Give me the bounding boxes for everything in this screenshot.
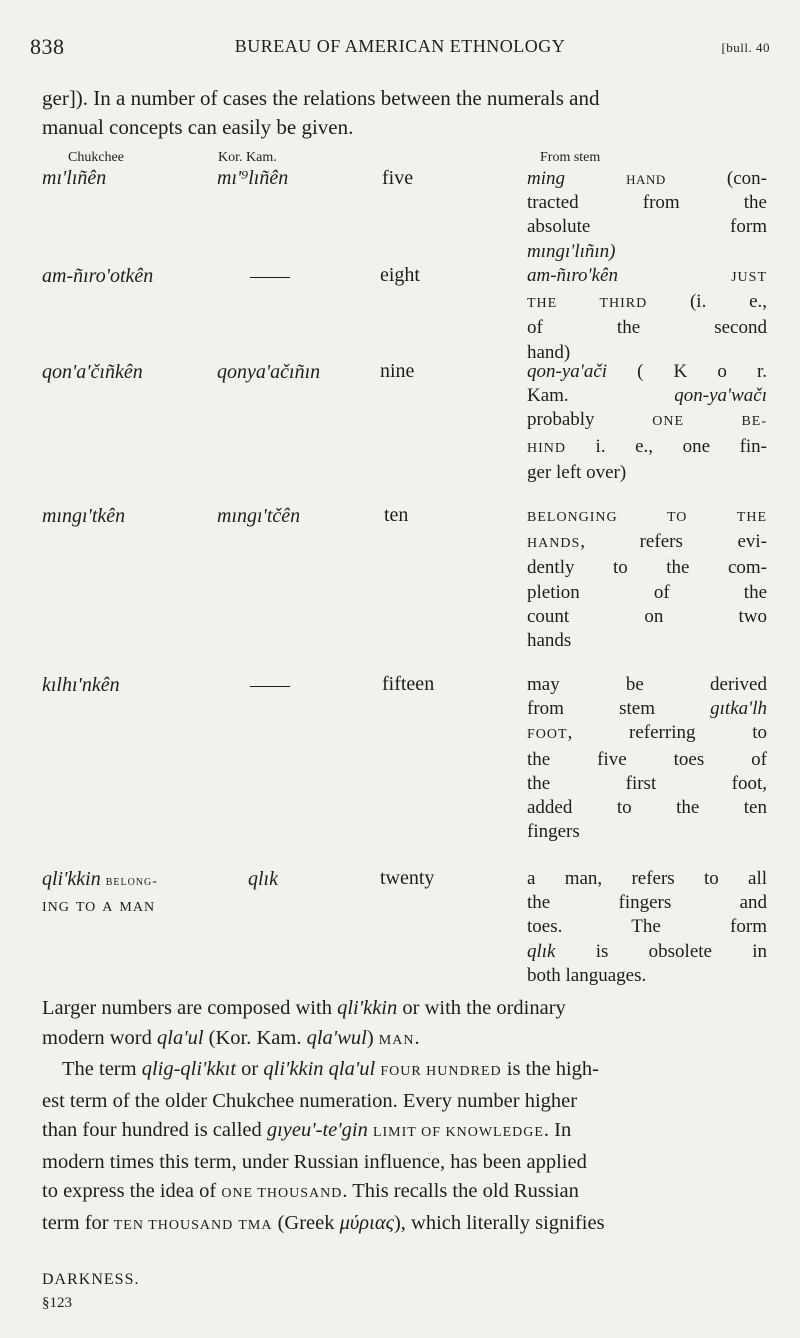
paragraph-line: than four hundred is called gıyeu'-te'gin LIMIT OF KNOWLEDGE. In <box>42 1119 572 1141</box>
stem-note: am-ñıro'kên JUST THE THIRD (i. e., of the second hand) <box>527 265 768 363</box>
chukchee-term: qon'a'čıñkên <box>42 361 143 383</box>
chukchee-term: am-ñıro'otkên <box>42 265 154 287</box>
english-numeral: nine <box>380 360 415 382</box>
chukchee-gloss: ing to a man <box>42 894 156 916</box>
paragraph-line: modern times this term, under Russian influence, has been applied <box>42 1150 587 1173</box>
english-numeral: five <box>382 167 414 189</box>
column-header-chukchee: Chukchee <box>68 150 124 165</box>
stem-note: ming hand (con- tracted from the absolute form mıngı'lıñın) <box>527 168 767 262</box>
stem-note: qon-ya'ači ( K o r. Kam. qon-ya'wačı probably ONE BE- HIND i. e., one fin- ger left over) <box>527 361 767 483</box>
running-header <box>30 34 770 64</box>
column-header-stem: From stem <box>540 150 601 165</box>
english-numeral: fifteen <box>382 673 435 695</box>
chukchee-term: mıngı'tkên <box>42 505 126 527</box>
paragraph-line: to express the idea of ONE THOUSAND. This recalls the old Russian <box>42 1180 579 1202</box>
chukchee-term: qli'kkin <box>42 868 101 890</box>
running-title: BUREAU OF AMERICAN ETHNOLOGY <box>234 36 566 56</box>
stem-note: a man, refers to all the fingers and toes. The form qlık is obsolete in both languages. <box>527 868 767 986</box>
koryak-term: —— <box>250 265 290 287</box>
chukchee-term-with-gloss <box>42 867 158 894</box>
paragraph-line: Larger numbers are composed with qli'kkin or with the ordinary <box>42 997 566 1019</box>
paragraph-line: The term qlig-qli'kkıt or qli'kkin qla'ul FOUR HUNDRED is the high- <box>62 1058 599 1080</box>
koryak-term: qonya'ačıñın <box>217 361 321 383</box>
chukchee-gloss: belong- <box>105 874 158 889</box>
koryak-term: mı'⁹lıñên <box>217 167 289 189</box>
koryak-term: —— <box>250 674 290 696</box>
intro-line-1: ger]). In a number of cases the relations between the numerals and <box>42 86 600 110</box>
paragraph-line: term for TEN THOUSAND TMA (Greek μύριας), which literally signifies <box>42 1211 605 1234</box>
carryover-word: DARKNESS. <box>42 1271 140 1288</box>
intro-line-2: manual concepts can easily be given. <box>42 115 354 139</box>
stem-note: may be derived from stem gıtka'lh FOOT, referring to the five toes of the first foot, added to the ten fingers <box>527 674 767 843</box>
column-header-koryak: Kor. Kam. <box>218 150 277 165</box>
english-numeral: twenty <box>380 867 435 889</box>
chukchee-term: mı'lıñên <box>42 167 107 189</box>
stem-note: BELONGING TO THE HANDS, refers evi- dently to the com- pletion of the count on two hands <box>527 510 767 652</box>
koryak-term: qlık <box>248 868 278 890</box>
page-number: 838 <box>30 34 65 59</box>
chukchee-term: kılhı'nkên <box>42 674 120 696</box>
paragraph-line: est term of the older Chukchee numeration. Every number higher <box>42 1089 578 1112</box>
bulletin-label: [bull. 40 <box>721 40 770 55</box>
english-numeral: ten <box>384 504 409 526</box>
paragraph-line: modern word qla'ul (Kor. Kam. qla'wul) MAN. <box>42 1026 420 1049</box>
body-paragraph <box>42 994 770 1240</box>
section-number: §123 <box>42 1295 72 1311</box>
english-numeral: eight <box>380 264 420 286</box>
koryak-term: mıngı'tčên <box>217 505 301 527</box>
